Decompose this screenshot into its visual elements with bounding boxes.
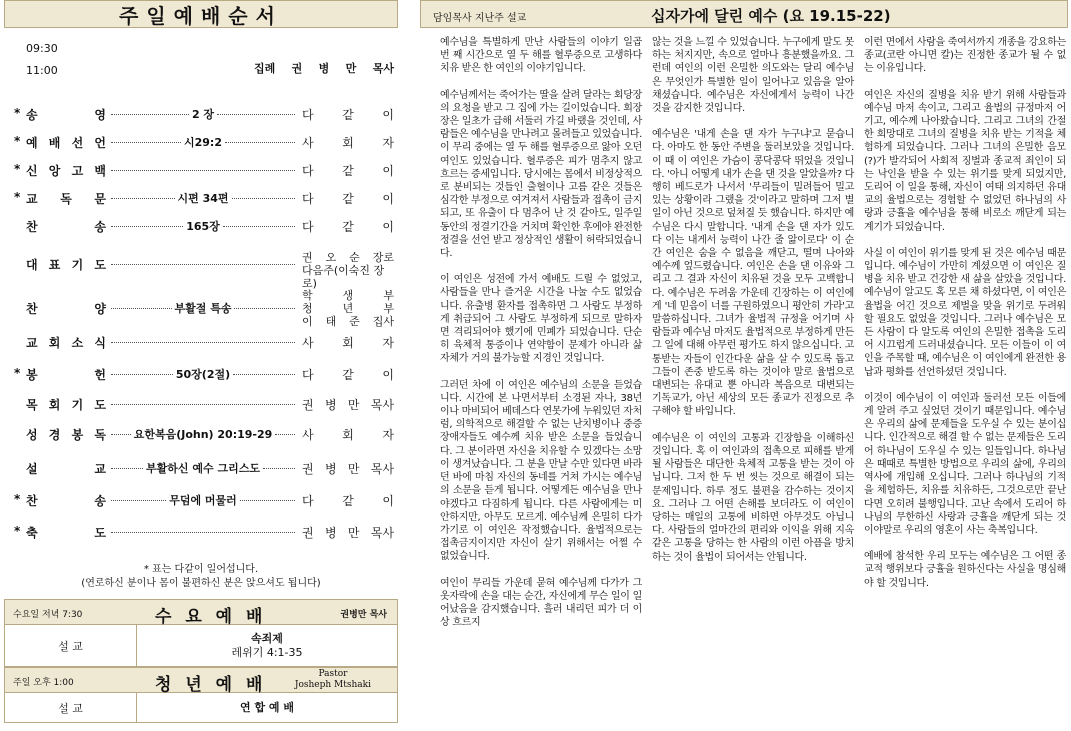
sermon-paragraph: 예수님은 이 여인의 고통과 긴장함을 이해하신 것입니다. 혹 이 여인과의 접촉으로 피해를 받게 될 사람들은 대단한 육체적 고통을 받는 것이 아닙니다. 그저 한 두 번 씻는 것으로 해결이 되는 문제입니다. 하루 정도 불편을 감수하는 것이지요. 그러나 그 어떤 손해를 보더라도 이 여인이 당하는 매일의 고통에 비하면 아무것도 아닙니다. 사람들의 얼마간의 편리와 이익을 위해 지옥 같은 고통을 당하는 한 사람의 이런 아픔을 방치하는 것이 율법이 되어서는 안됩니다.	[652, 432, 854, 563]
order-item-detail	[108, 524, 298, 540]
wednesday-leader: 권병만 목사	[340, 610, 387, 620]
youth-sermon-text: 연 합 예 배	[240, 700, 294, 714]
order-item-role: 사 회 자	[302, 336, 394, 350]
order-item-role: 다 같 이	[302, 368, 394, 382]
sermon-subtitle: 담임목사 지난주 설교	[433, 13, 527, 24]
order-item-role: 권 병 만 목사	[302, 398, 394, 412]
order-item-detail	[108, 492, 298, 508]
sermon-column-2	[652, 36, 854, 577]
officiant-label: 집례	[254, 62, 276, 75]
order-item	[14, 160, 394, 180]
order-item-detail	[108, 460, 298, 476]
service-times	[26, 38, 58, 82]
wednesday-sermon-value	[137, 625, 397, 666]
officiant-name-3: 만	[345, 62, 357, 75]
order-item-star: *	[14, 366, 21, 380]
order-item-name: 교 회 소 식	[26, 336, 106, 350]
sermon-paragraph: 그러던 차에 이 여인은 예수님의 소문을 듣었습니다. 시간에 본 나면서부터 소경된 자나, 38년이나 마비되어 베데스다 연못가에 누워있던 자처럼, 의학적으로 해결할 수 없는 난치병이나 중증 장애자들도 예수께 치유 받은 소문을 들었습니다. 그 분이라면 자신을 치유할 수 있겠다는 소망이 생겨났습니다. 그 분을 만날 수만 있다면 바라던 바에 마침 자신의 동네를 거쳐 가시는 예수님의 소문을 듣게 됩니다. 어떻게든 예수님을 만나야겠다고 다짐하게 됩니다. 다른 사람에게는 미안하지만, 아무도 모르게. 예수님께 은밀히 다가가기로 이 여인은 작정했습니다. 율법적으로는 접촉금지이지만 자신이 살기 위해서는 어쩔 수 없었습니다.	[440, 379, 642, 563]
order-item-name: 설 교	[26, 462, 106, 476]
order-item-name: 대 표 기 도	[26, 258, 106, 272]
service-time-1: 09:30	[26, 42, 58, 55]
sermon-paragraph: 사실 이 여인이 위기를 맞게 된 것은 예수님 때문입니다. 예수님이 가만히 계셨으면 이 여인은 질병을 치유 받고 건강한 새 삶을 살았을 것입니다. 예수님이 알고도 혹 모른 채 하셨다면, 이 여인은 율법을 어긴 것으로 제벌을 맞을 위기로 두려워할 필요도 없었을 것입니다. 그러나 예수님은 모든 사람이 다 알도록 여인의 은밀한 접촉을 도리어 시끄럽게 드러내셨습니다. 모든 이들이 이 여인을 주목할 때, 예수님은 이 여인에게 완전한 용납과 평화를 선언하셨던 것입니다.	[864, 247, 1066, 378]
order-item-detail	[108, 162, 298, 178]
order-item-detail	[108, 334, 298, 350]
order-item	[14, 424, 394, 444]
youth-leader	[295, 669, 371, 691]
order-item-name: 신 앙 고 백	[26, 164, 106, 178]
officiant-name-1: 권	[291, 62, 303, 75]
order-item-detail	[108, 256, 298, 272]
order-item	[14, 284, 394, 332]
order-item-text: 요한복음(John) 20:19-29	[133, 428, 273, 441]
order-item-role: 다 같 이	[302, 220, 394, 234]
youth-sermon-label: 설 교	[5, 693, 137, 722]
wednesday-sermon-row	[4, 625, 398, 667]
order-item	[14, 490, 394, 510]
order-item	[14, 458, 394, 478]
wednesday-sermon-scripture: 레위기 4:1-35	[231, 645, 303, 659]
order-item	[14, 216, 394, 236]
order-item	[14, 394, 394, 414]
wednesday-time: 수요일 저녁 7:30	[13, 610, 83, 620]
order-item-name: 찬 양	[26, 302, 106, 316]
order-item-role: 권 병 만 목사	[302, 526, 394, 540]
sermon-paragraph: 이런 면에서 사람을 죽여서까지 개종을 강요하는 종교(코란 아니면 칼)는 진정한 종교가 될 수 없는 이유입니다.	[864, 37, 1066, 75]
sermon-paragraph: 예수님은 '내게 손을 댄 자가 누구냐'고 묻습니다. 아마도 한 동안 주변을 둘러보았을 것입니다. 이 때 이 여인은 가슴이 콩닥콩닥 뛰었을 것입니다. '아니 어떻게 내가 손을 댄 것을 알았을까? 다행히 베드로가 나서서 '무리들이 밀려들어 밀고 있는 상황이라 그랬을 것'이라고 말하며 그저 별일이 아닌 것으로 덮쳐질 듯 했습니다. 하지만 예수님은 다시 말합니다. '내게 손을 댄 자가 있도다 이는 내게서 능력이 나간 줄 앎이로다' 이 순간 여인은 숨을 수 없음을 깨닫고, 떨며 나아와 예수께 엎드렸습니다. 여인은 손을 댄 이유와 그리고 그 결과 자신이 치유된 것을 모두 고백합니다. 예수님은 두려움 가운데 긴장하는 이 여인에게 '네 믿음이 너를 구원하였으니 평안히 가라'고 말씀하십니다. 그녀가 율법적 규정을 어기며 사람들과 예수님 마저도 율법적으로 부정하게 만든 그 일에 대해 아무런 평가도 하지 않으십니다. 고통받는 자들이 인간다운 삶을 살 수 있도록 돕고 그들이 존중 받도록 하는 것이야 말로 율법으로 대변되는 유대교 뿐 아니라 복음으로 대변되는 기독교가, 아닌 세상의 모든 종교가 진정으로 추구해야 할 바입니다.	[652, 129, 854, 418]
youth-title: 청 년 예 배	[155, 675, 267, 695]
wednesday-sermon-label: 설 교	[5, 625, 137, 666]
order-item	[14, 246, 394, 290]
officiant-title: 목사	[372, 62, 394, 75]
order-title: 주일예배순서	[119, 3, 283, 28]
order-item-text: 50장(2절)	[175, 368, 231, 381]
order-item-name: 성 경 봉 독	[26, 428, 106, 442]
youth-service-bar	[4, 667, 398, 693]
order-item-detail	[108, 426, 298, 442]
order-item-text: 부활하신 예수 그리스도	[146, 462, 260, 475]
order-item-text: 시29:2	[184, 136, 222, 149]
officiant-name-2: 병	[318, 62, 330, 75]
sermon-column-3	[864, 36, 1066, 603]
youth-time: 주일 오후 1:00	[13, 678, 74, 688]
youth-leader-name: Josheph Mtshaki	[294, 680, 371, 690]
order-item-role: 다 같 이	[302, 164, 394, 178]
order-item-text: 시편 34편	[177, 192, 229, 205]
standing-note: * 표는 다같이 일어섭니다.	[143, 564, 259, 575]
order-item-star: *	[14, 524, 21, 538]
order-item-role: 학 생 부 청 년 부 이 태 준 집사	[302, 288, 394, 328]
youth-leader-title: Pastor	[318, 669, 348, 679]
order-item-name: 예 배 선 언	[26, 136, 106, 150]
order-item-role: 사 회 자	[302, 136, 394, 150]
order-item-role: 사 회 자	[302, 428, 394, 442]
order-item-detail	[108, 366, 298, 382]
order-item-star: *	[14, 492, 21, 506]
order-item-detail	[108, 134, 298, 150]
wednesday-sermon-title: 속죄제	[251, 631, 283, 645]
order-item-detail	[108, 106, 298, 122]
order-item-name: 봉 헌	[26, 368, 106, 382]
sitting-note: (연로하신 분이나 몸이 불편하신 분은 앉으셔도 됩니다)	[81, 578, 321, 589]
order-panel	[4, 0, 398, 731]
order-item	[14, 104, 394, 124]
order-item-role: 다 같 이	[302, 494, 394, 508]
order-item-detail	[108, 190, 298, 206]
officiant	[254, 60, 394, 76]
order-item-name: 찬 송	[26, 494, 106, 508]
order-item-detail	[108, 396, 298, 412]
order-item-text: 부활절 특송	[174, 302, 232, 315]
order-item-name: 찬 송	[26, 220, 106, 234]
order-item	[14, 188, 394, 208]
order-item-name: 교 독 문	[26, 192, 106, 206]
order-item	[14, 522, 394, 542]
order-item-name: 축 도	[26, 526, 106, 540]
order-item-role: 다 같 이	[302, 192, 394, 206]
sermon-title: 십자가에 달린 예수 (요 19.15-22)	[651, 7, 891, 25]
sermon-panel	[420, 0, 1068, 731]
sermon-paragraph: 않는 것을 느낄 수 있었습니다. 누구에게 말도 못하는 처지지만, 속으로 얼마나 흥분했을까요. 그런데 여인의 이런 은밀한 의도와는 달리 예수님은 무엇인가 특별한 일이 일어나고 있음을 알아채셨습니다. 예수님은 자신에게서 능력이 나간 것을 감지한 것입니다.	[652, 37, 854, 115]
order-item-detail	[108, 300, 298, 316]
order-item-star: *	[14, 190, 21, 204]
order-item-text: 무덤에 머물러	[169, 494, 237, 507]
order-item-star: *	[14, 162, 21, 176]
sermon-paragraph: 이 여인은 성전에 가서 예배도 드릴 수 없었고, 사람들을 만나 즐거운 시간을 나눌 수도 없었습니다. 유출병 환자를 접촉하면 그 사람도 부정하게 취급되어 그 사람도 부정하게 되므로 말하자면 격리되어야 했기에 민폐가 되었습니다. 단순히 육체적 통증이나 연약함이 문제가 아니라 삶 자체가 거의 불가능할 지경인 것입니다.	[440, 274, 642, 365]
order-item	[14, 132, 394, 152]
order-item-detail	[108, 218, 298, 234]
order-item-name: 목 회 기 도	[26, 398, 106, 412]
order-item-role: 권 오 순 장로 다음주(이숙진 장로)	[302, 251, 394, 290]
order-item	[14, 332, 394, 352]
order-item-text: 165장	[186, 220, 220, 233]
order-item-role: 다 같 이	[302, 108, 394, 122]
order-item-role: 권 병 만 목사	[302, 462, 394, 476]
wednesday-service-bar	[4, 599, 398, 625]
sermon-paragraph: 예수님을 특별하게 만난 사람들의 이야기 일곱 번 째 시간으로 열 두 해를 혈루증으로 고생하다 치유 받은 한 여인의 이야기입니다.	[440, 37, 642, 75]
order-item-name: 송 영	[26, 108, 106, 122]
youth-sermon-row	[4, 693, 398, 723]
order-item	[14, 364, 394, 384]
sermon-title-bar	[420, 0, 1068, 28]
order-item-text: 2 장	[191, 108, 215, 121]
sermon-paragraph: 여인은 자신의 질병을 치유 받기 위해 사람들과 예수님 마저 속이고, 그리고 율법의 규정마저 어기고, 예수께 나아왔습니다. 그리고 그녀의 간절한 희망대로 그녀의 질병을 치유 받는 기적을 체험하게 되었습니다. 그러나 그녀의 은밀한 음모(?)가 발각되어 사회적 징벌과 종교적 죄인이 되는 낙인을 받을 수 있는 위기를 맞게 되었지만, 도리어 이 일을 통해, 자신이 여태 의지하던 유대교의 율법으로는 경험할 수 없었던 하나님의 사랑과 긍휼을 예수님을 통해 비로소 깨닫게 되는 계기가 되었습니다.	[864, 89, 1066, 233]
wednesday-title: 수 요 예 배	[155, 607, 267, 627]
sermon-paragraph: 예배에 참석한 우리 모두는 예수님은 그 어떤 종교적 행위보다 긍휼을 원하신다는 사실을 명심해야 할 것입니다.	[864, 551, 1066, 589]
order-item-star: *	[14, 106, 21, 120]
youth-sermon-value	[137, 693, 397, 722]
sermon-paragraph: 여인이 무리들 가운데 묻혀 예수님께 다가가 그 옷자락에 손을 대는 순간, 자신에게 무슨 일이 일어났음을 감지했습니다. 흘러 내리던 피가 더 이상 흐르지	[440, 577, 642, 629]
service-time-2: 11:00	[26, 64, 58, 77]
sermon-paragraph: 예수님께서는 죽어가는 딸을 살려 달라는 회당장의 요청을 받고 그 집에 가는 길이었습니다. 회장장은 일초가 급해 서둘러 가길 바랬을 것인데, 사람들은 예수님을 만나려고 몰려들고 있었습니다. 이 무리 중에는 열 두 해를 혈루증으로 앓아 오던 여인도 있었습니다. 혈루증은 피가 멈추지 않고 흐르는 증세입니다. 당시에는 몸에서 비정상적으로 분비되는 것들인 출혈이나 고름 같은 것들은 심각한 부정으로 여겨져서 사람들과 접촉이 금지되고, 또 유출이 다 멈추어 난 것 같아도, 일주일 동안의 정결기간을 거치며 확인한 후에야 완전한 정결을 선언 받고 정상적인 생활이 허락되었습니다.	[440, 89, 642, 260]
order-title-bar	[4, 0, 398, 28]
sermon-paragraph: 이것이 예수님이 이 여인과 둘러선 모든 이들에게 알려 주고 싶었던 것이기 때문입니다. 예수님은 우리의 삶에 문제들을 도우실 수 있는 분이십니다. 인간적으로 해결 할 수 없는 문제들은 도리어 하나님이 도우실 수 있는 일들입니다. 하나님은 때때로 특별한 방법으로 우리의 삶에, 우리의 역사에 개입해 오십니다. 그러나 하나님의 기적을 체험하든, 치유를 치유하든, 그것으로만 끝난다면 오히려 불행입니다. 고난 속에서 도리어 하나님의 무한하신 사랑과 긍휼을 깨닫게 되는 것이야말로 우리의 영혼이 사는 축복입니다.	[864, 392, 1066, 536]
order-item-star: *	[14, 134, 21, 148]
sermon-column-1	[440, 36, 642, 642]
